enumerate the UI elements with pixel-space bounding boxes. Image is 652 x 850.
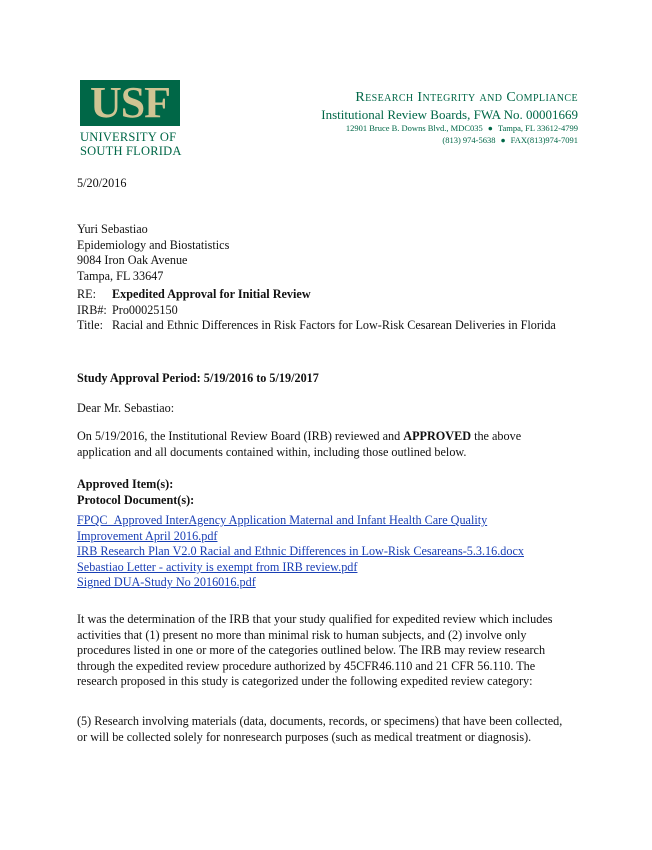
recipient-department: Epidemiology and Biostatistics	[77, 237, 230, 252]
office-contact	[321, 134, 578, 146]
street-address: 12901 Bruce B. Downs Blvd., MDC035	[345, 123, 483, 133]
approved-word: APPROVED	[403, 429, 472, 443]
bullet-icon: ●	[500, 135, 506, 145]
document-link-interagency-application[interactable]: FPQC_Approved InterAgency Application Maternal and Infant Health Care Quality Improvement April 2016.pdf	[77, 513, 488, 543]
title-label: Title:	[77, 318, 103, 333]
category-paragraph: (5) Research involving materials (data, documents, records, or specimens) that have been collected, or will be collected solely for nonresearch purposes (such as medical treatment or diagnosis).	[77, 714, 563, 744]
fax-number: FAX(813)974-7091	[510, 135, 578, 145]
office-subtitle: Institutional Review Boards, FWA No. 00001669	[321, 107, 578, 122]
approval-paragraph	[77, 429, 571, 460]
irb-label: IRB#:	[77, 302, 107, 317]
document-link-exempt-letter[interactable]: Sebastiao Letter - activity is exempt from IRB review.pdf	[77, 559, 358, 574]
re-label: RE:	[77, 287, 96, 301]
usf-logo-mark	[80, 80, 180, 126]
study-title: Racial and Ethnic Differences in Risk Factors for Low-Risk Cesarean Deliveries in Florida	[112, 318, 556, 333]
reference-block	[77, 287, 577, 334]
document-list	[77, 513, 547, 591]
usf-logo	[80, 80, 184, 158]
letterhead	[321, 89, 578, 146]
office-title: Research Integrity and Compliance	[355, 90, 578, 105]
approval-text-end: the above application and all documents contained within, including those outlined below.	[77, 429, 522, 459]
bullet-icon: ●	[487, 123, 493, 133]
approved-items-heading: Approved Item(s):	[77, 477, 174, 491]
salutation: Dear Mr. Sebastiao:	[77, 401, 175, 415]
title-row	[77, 318, 577, 334]
recipient-city: Tampa, FL 33647	[77, 268, 164, 283]
recipient-address	[77, 222, 229, 284]
letter-date: 5/20/2016	[77, 176, 127, 190]
office-address	[321, 122, 578, 134]
city-address: Tampa, FL 33612-4799	[497, 123, 578, 133]
recipient-name: Yuri Sebastiao	[77, 222, 148, 236]
protocol-documents-heading: Protocol Document(s):	[77, 493, 195, 507]
determination-paragraph: It was the determination of the IRB that your study qualified for expedited review which includes activities that (1) present no more than minimal risk to human subjects, and (2) involve only procedures listed in one or more of the categories outlined below. The IRB may review research through the expedited review procedure authorized by 45CFR46.110 and 21 CFR 56.110. The research proposed in this study is categorized under the following expedited review category:	[77, 612, 553, 689]
university-name-line2: SOUTH FLORIDA	[80, 144, 182, 158]
approval-text-start: On 5/19/2016, the Institutional Review Board (IRB) reviewed and	[77, 429, 404, 443]
recipient-street: 9084 Iron Oak Avenue	[77, 253, 188, 268]
irb-number: Pro00025150	[112, 302, 178, 317]
re-value: Expedited Approval for Initial Review	[112, 287, 311, 301]
re-row	[77, 287, 577, 303]
usf-logo-text: USF	[89, 78, 171, 127]
document-link-signed-dua[interactable]: Signed DUA-Study No 2016016.pdf	[77, 575, 256, 590]
phone-number: (813) 974-5638	[442, 135, 496, 145]
university-name-line1: UNIVERSITY OF	[80, 130, 177, 144]
university-name	[80, 130, 184, 158]
document-link-irb-research-plan[interactable]: IRB Research Plan V2.0 Racial and Ethnic Differences in Low-Risk Cesareans-5.3.16.docx	[77, 544, 524, 559]
approval-period: Study Approval Period: 5/19/2016 to 5/19/2017	[77, 371, 319, 385]
irb-row	[77, 303, 577, 319]
